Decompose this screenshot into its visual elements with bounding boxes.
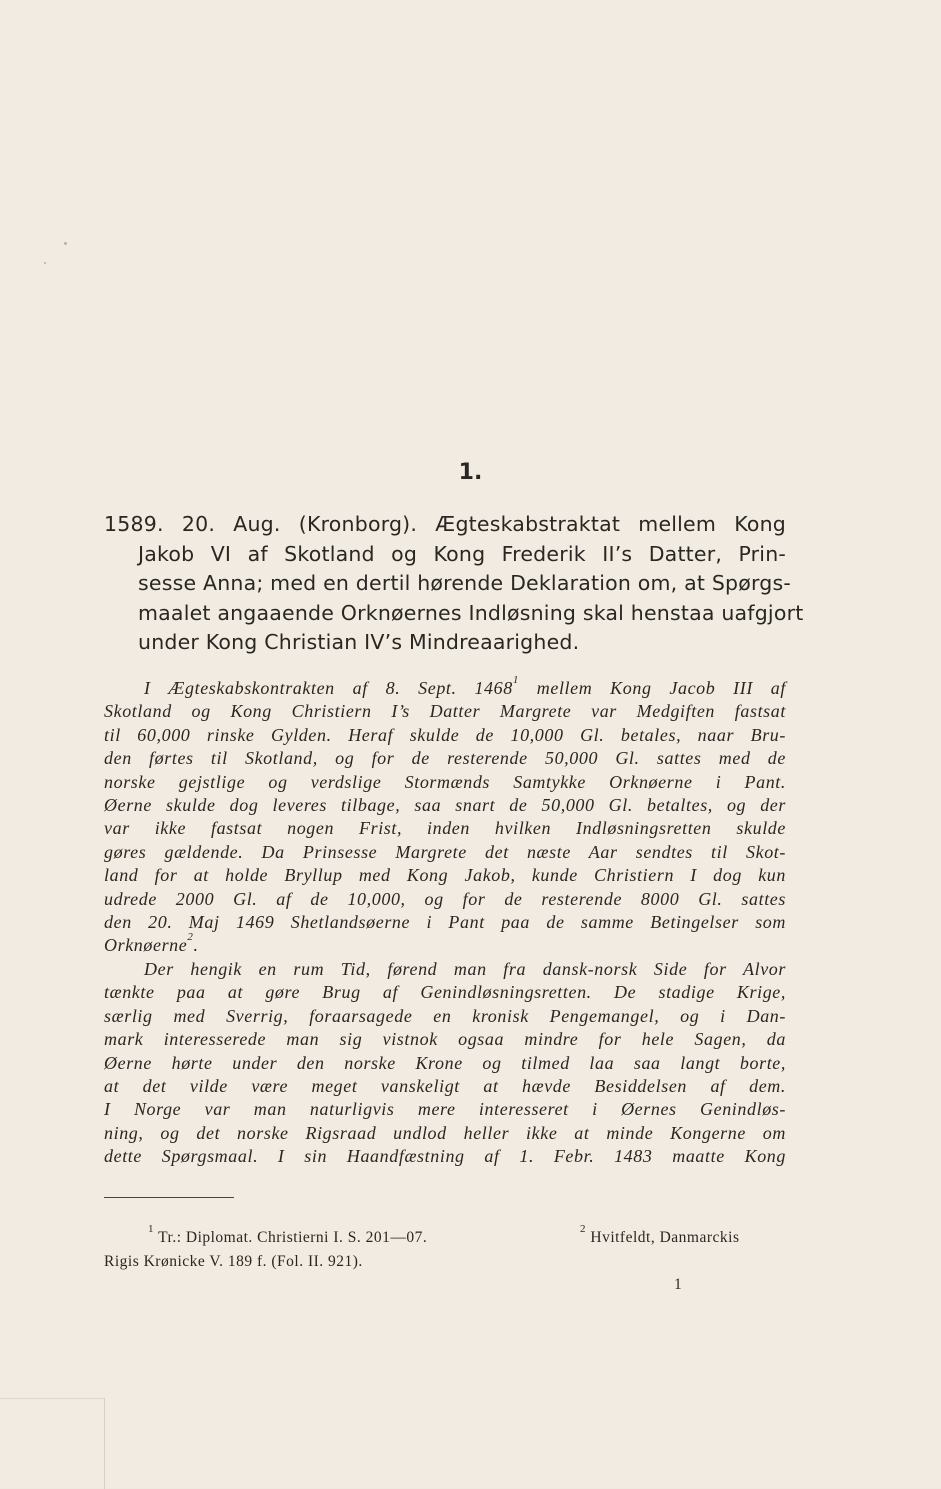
page-number: 1	[674, 1276, 682, 1293]
footnote-1	[148, 1223, 428, 1250]
body-line: var ikke fastsat nogen Frist, inden hvilken Indløsningsretten skulde	[104, 818, 786, 839]
document-number: 1.	[458, 460, 483, 485]
paper-speck	[44, 262, 46, 264]
body-line: mark interesserede man sig vistnok ogsaa mindre for hele Sagen, da	[104, 1029, 786, 1050]
body-line: gøres gældende. Da Prinsesse Margrete det næste Aar sendtes til Skot-	[104, 841, 786, 862]
footnote-2	[580, 1223, 740, 1250]
body-line	[104, 931, 786, 957]
body-line: norske gejstlige og verdslige Stormænds Samtykke Orknøerne i Pant.	[104, 771, 786, 792]
body-line: land for at holde Bryllup med Kong Jakob, kunde Christiern I dog kun	[104, 865, 786, 886]
document-heading	[104, 510, 804, 658]
body-line: den førtes til Skotland, og for de resterende 50,000 Gl. sattes med de	[104, 748, 786, 769]
body-line: ning, og det norske Rigsraad undlod heller ikke at minde Kongerne om	[104, 1122, 786, 1143]
heading-line: sesse Anna; med en dertil hørende Deklaration om, at Spørgs-	[138, 571, 791, 595]
footnote-text: Tr.: Diplomat. Christierni I. S. 201—07.	[154, 1229, 428, 1246]
heading-line: 1589. 20. Aug. (Kronborg). Ægteskabstraktat mellem Kong	[104, 512, 786, 536]
footnote-mark: 1	[148, 1223, 154, 1235]
body-line: Øerne hørte under den norske Krone og tilmed laa saa langt borte,	[104, 1052, 786, 1073]
scan-edge-mark	[0, 1398, 105, 1489]
heading-line: under Kong Christian IV’s Mindreaarighed.	[138, 630, 580, 654]
body-text	[104, 674, 786, 1169]
body-line: Øerne skulde dog leveres tilbage, saa snart de 50,000 Gl. betaltes, og der	[104, 795, 786, 816]
footnote-mark: 2	[580, 1223, 586, 1235]
body-line: at det vilde være meget vanskeligt at hævde Besiddelsen af dem.	[104, 1075, 786, 1096]
body-line: særlig med Sverrig, foraarsagede en kronisk Pengemangel, og i Dan-	[104, 1005, 786, 1026]
body-line: Der hengik en rum Tid, førend man fra dansk-norsk Side for Alvor	[144, 958, 786, 979]
heading-line: Jakob VI af Skotland og Kong Frederik II’s Datter, Prin-	[138, 541, 786, 566]
body-line: I Norge var man naturligvis mere interesseret i Øernes Genindløs-	[104, 1099, 786, 1120]
footnote-divider	[104, 1197, 234, 1198]
paper-speck	[64, 242, 67, 245]
body-line: dette Spørgsmaal. I sin Haandfæstning af 1. Febr. 1483 maatte Kong	[104, 1146, 786, 1167]
body-line: tænkte paa at gøre Brug af Genindløsningsretten. De stadige Krige,	[104, 982, 786, 1003]
body-text-span: I Ægteskabskontrakten af 8. Sept. 1468	[144, 678, 513, 698]
body-text-span: mellem Kong Jacob III af	[518, 678, 786, 698]
body-text-span: Orknøerne	[104, 935, 188, 956]
heading-line: maalet angaaende Orknøernes Indløsning skal henstaa uafgjort	[138, 600, 804, 625]
footnote-ref: 2	[187, 931, 194, 944]
body-line: til 60,000 rinske Gylden. Heraf skulde de 10,000 Gl. betales, naar Bru-	[104, 724, 786, 745]
footnote-2-continued: Rigis Krønicke V. 189 f. (Fol. II. 921).	[104, 1253, 363, 1270]
body-line	[104, 674, 786, 700]
body-line: den 20. Maj 1469 Shetlandsøerne i Pant paa de samme Betingelser som	[104, 912, 786, 933]
body-text-span: .	[193, 935, 199, 956]
body-line: udrede 2000 Gl. af de 10,000, og for de resterende 8000 Gl. sattes	[104, 888, 786, 909]
body-line: Skotland og Kong Christiern I’s Datter Margrete var Medgiften fastsat	[104, 701, 786, 722]
footnote-text: Hvitfeldt, Danmarckis	[586, 1229, 740, 1246]
footnote-ref: 1	[512, 674, 519, 686]
